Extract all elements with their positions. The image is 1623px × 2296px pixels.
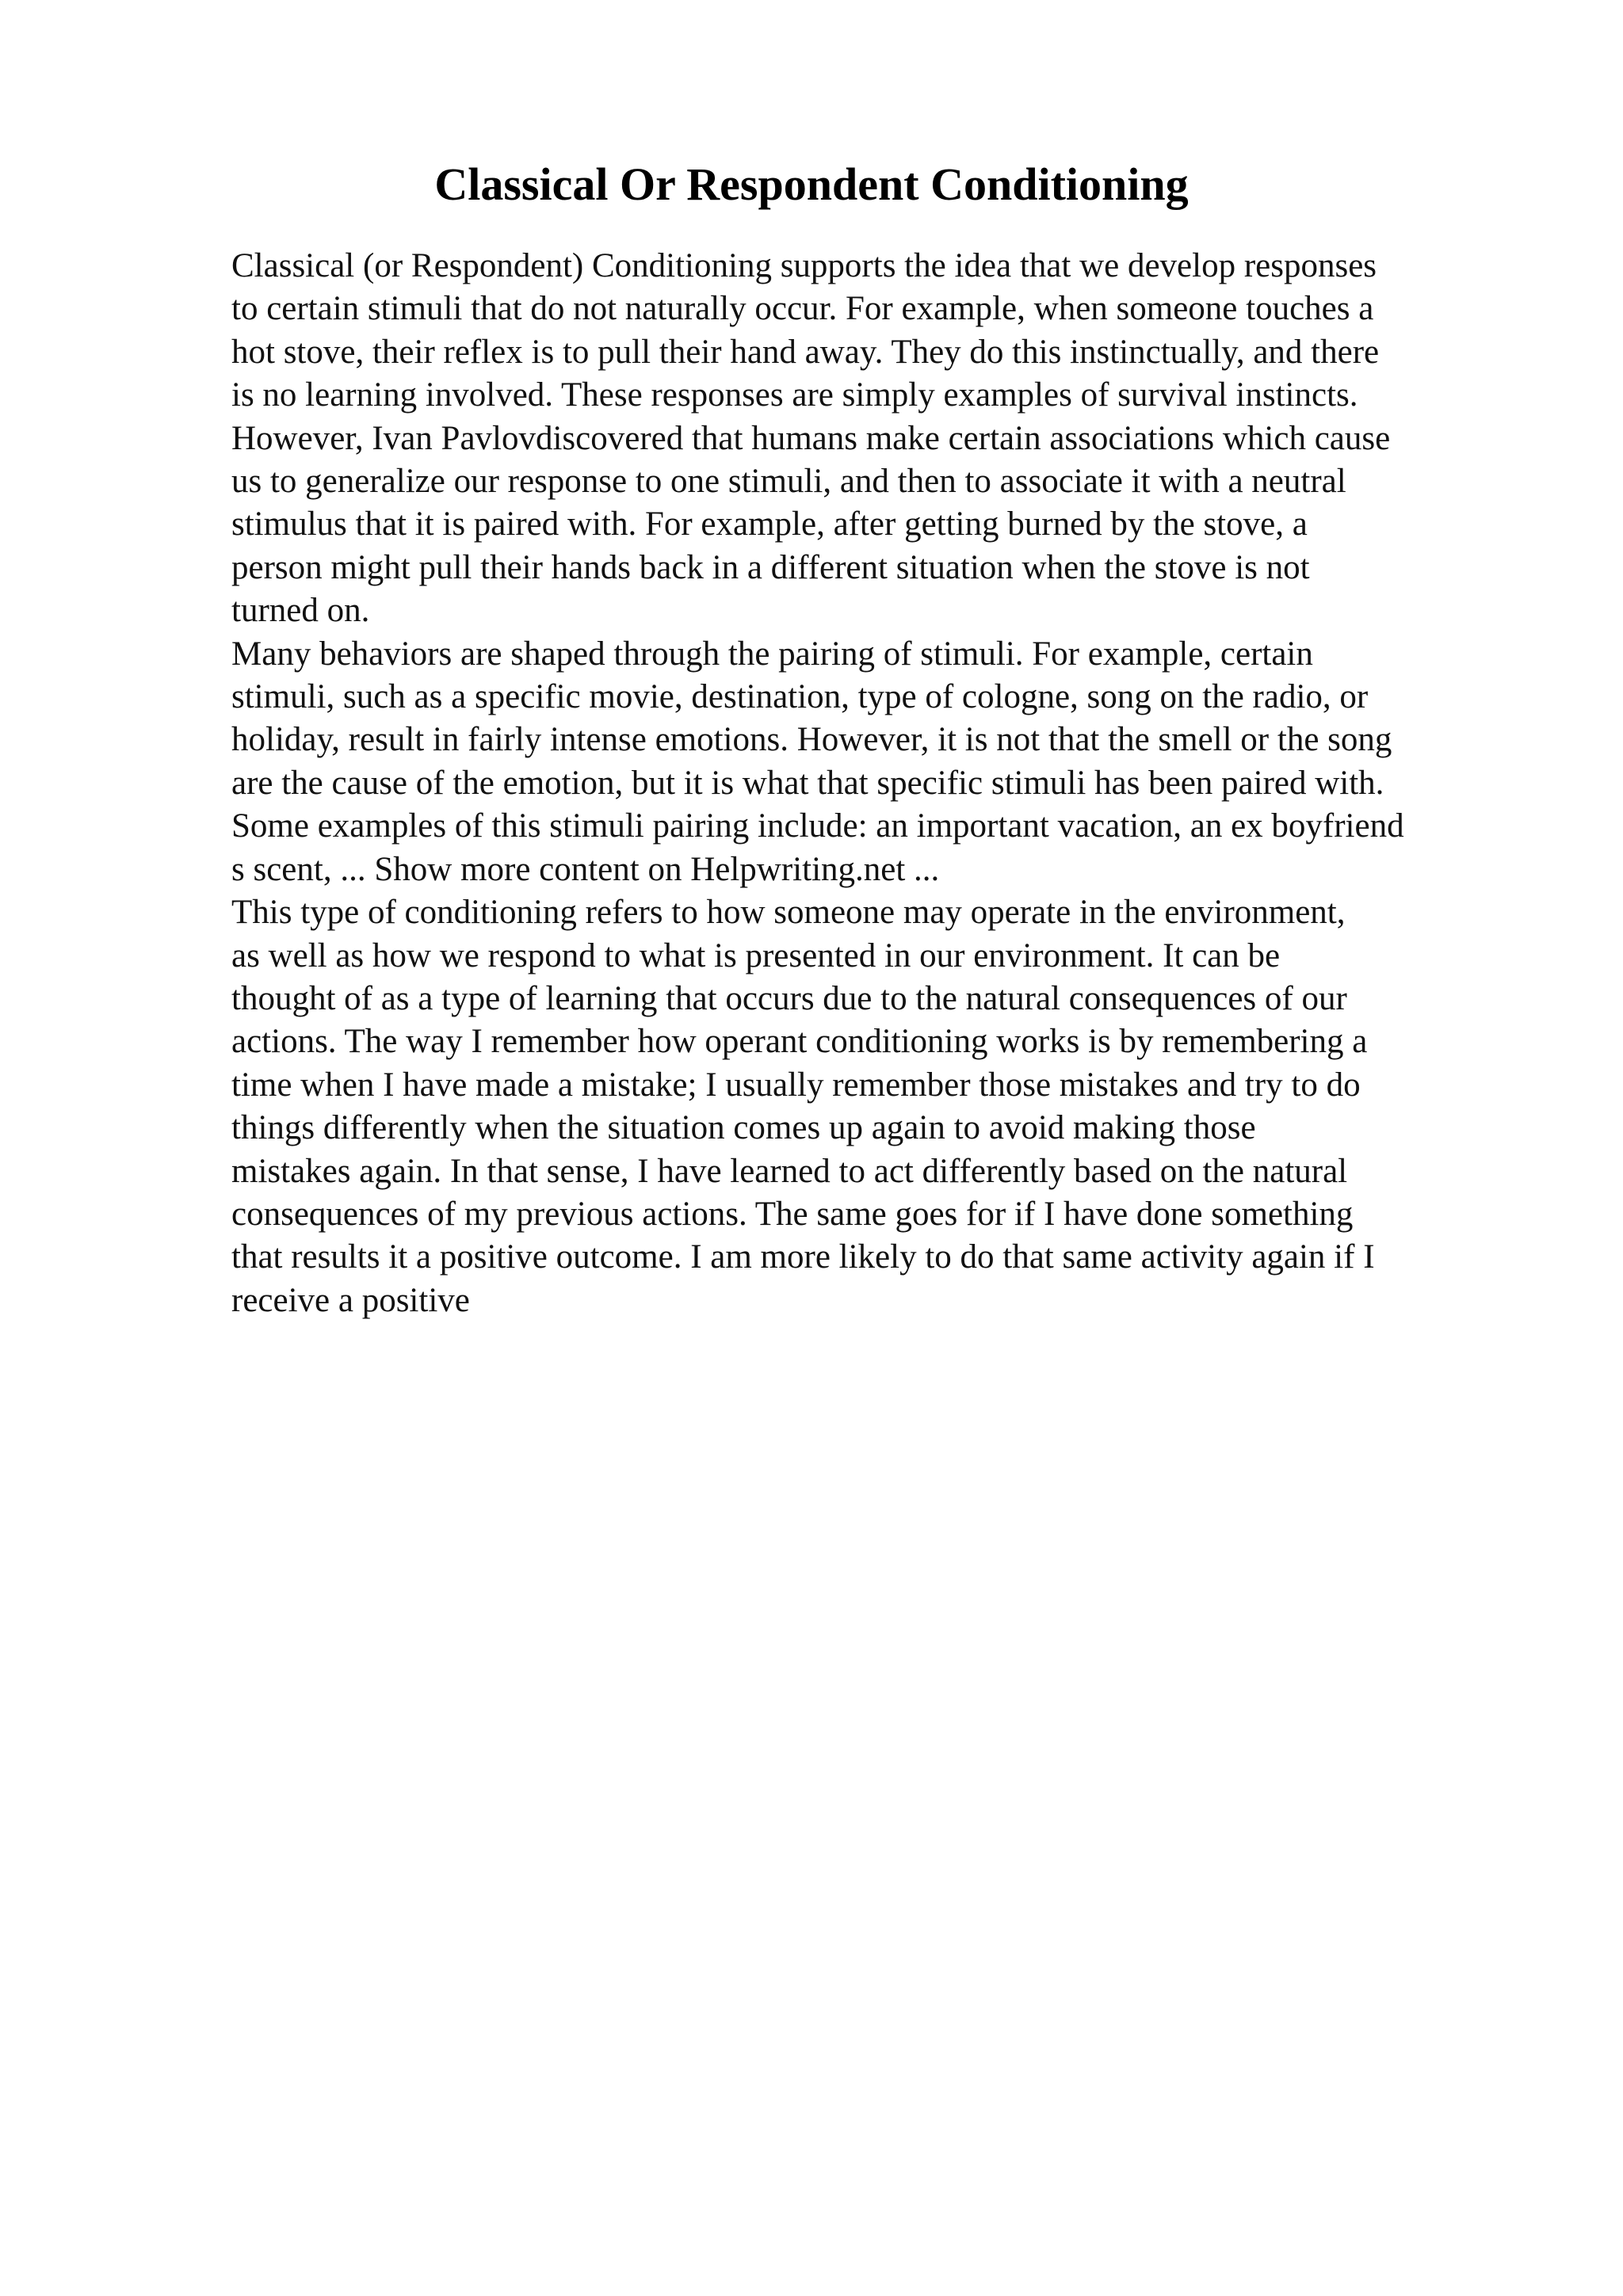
text-line: time when I have made a mistake; I usually remember those mistakes and try to do: [231, 1066, 1361, 1104]
text-line: is no learning involved. These responses are simply examples of survival instincts.: [231, 376, 1358, 414]
text-line: stimuli, such as a specific movie, destination, type of cologne, song on the radio, or: [231, 678, 1369, 716]
text-line: are the cause of the emotion, but it is what that specific stimuli has been paired with.: [231, 764, 1384, 802]
text-line: as well as how we respond to what is presented in our environment. It can be: [231, 936, 1281, 974]
text-line: that results it a positive outcome. I am more likely to do that same activity again if I: [231, 1238, 1375, 1276]
text-line: holiday, result in fairly intense emotions. However, it is not that the smell or the song: [231, 721, 1392, 759]
text-line: things differently when the situation comes up again to avoid making those: [231, 1109, 1256, 1147]
text-line: mistakes again. In that sense, I have learned to act differently based on the natural: [231, 1152, 1348, 1190]
document-body: [231, 245, 1531, 1322]
text-line: to certain stimuli that do not naturally occur. For example, when someone touches a: [231, 290, 1374, 328]
text-line: Many behaviors are shaped through the pairing of stimuli. For example, certain: [231, 635, 1313, 673]
text-line: Classical (or Respondent) Conditioning supports the idea that we develop responses: [231, 247, 1377, 284]
text-line: person might pull their hands back in a different situation when the stove is not: [231, 548, 1310, 586]
document-title: Classical Or Respondent Conditioning: [434, 158, 1189, 210]
text-line: However, Ivan Pavlovdiscovered that humans make certain associations which cause: [231, 419, 1391, 457]
text-line: receive a positive: [231, 1281, 470, 1319]
text-line: consequences of my previous actions. The same goes for if I have done something: [231, 1195, 1354, 1233]
text-line: This type of conditioning refers to how someone may operate in the environment,: [231, 894, 1346, 932]
text-line: Some examples of this stimuli pairing include: an important vacation, an ex boyfriend: [231, 807, 1404, 845]
text-line: stimulus that it is paired with. For example, after getting burned by the stove, a: [231, 505, 1308, 543]
text-line: actions. The way I remember how operant conditioning works is by remembering a: [231, 1023, 1368, 1061]
text-line: thought of as a type of learning that occurs due to the natural consequences of our: [231, 979, 1347, 1017]
text-line: s scent, ... Show more content on Helpwriting.net ...: [231, 850, 940, 888]
text-line: hot stove, their reflex is to pull their hand away. They do this instinctually, and there: [231, 333, 1380, 371]
text-line: turned on.: [231, 592, 370, 630]
text-line: us to generalize our response to one stimuli, and then to associate it with a neutral: [231, 463, 1346, 501]
